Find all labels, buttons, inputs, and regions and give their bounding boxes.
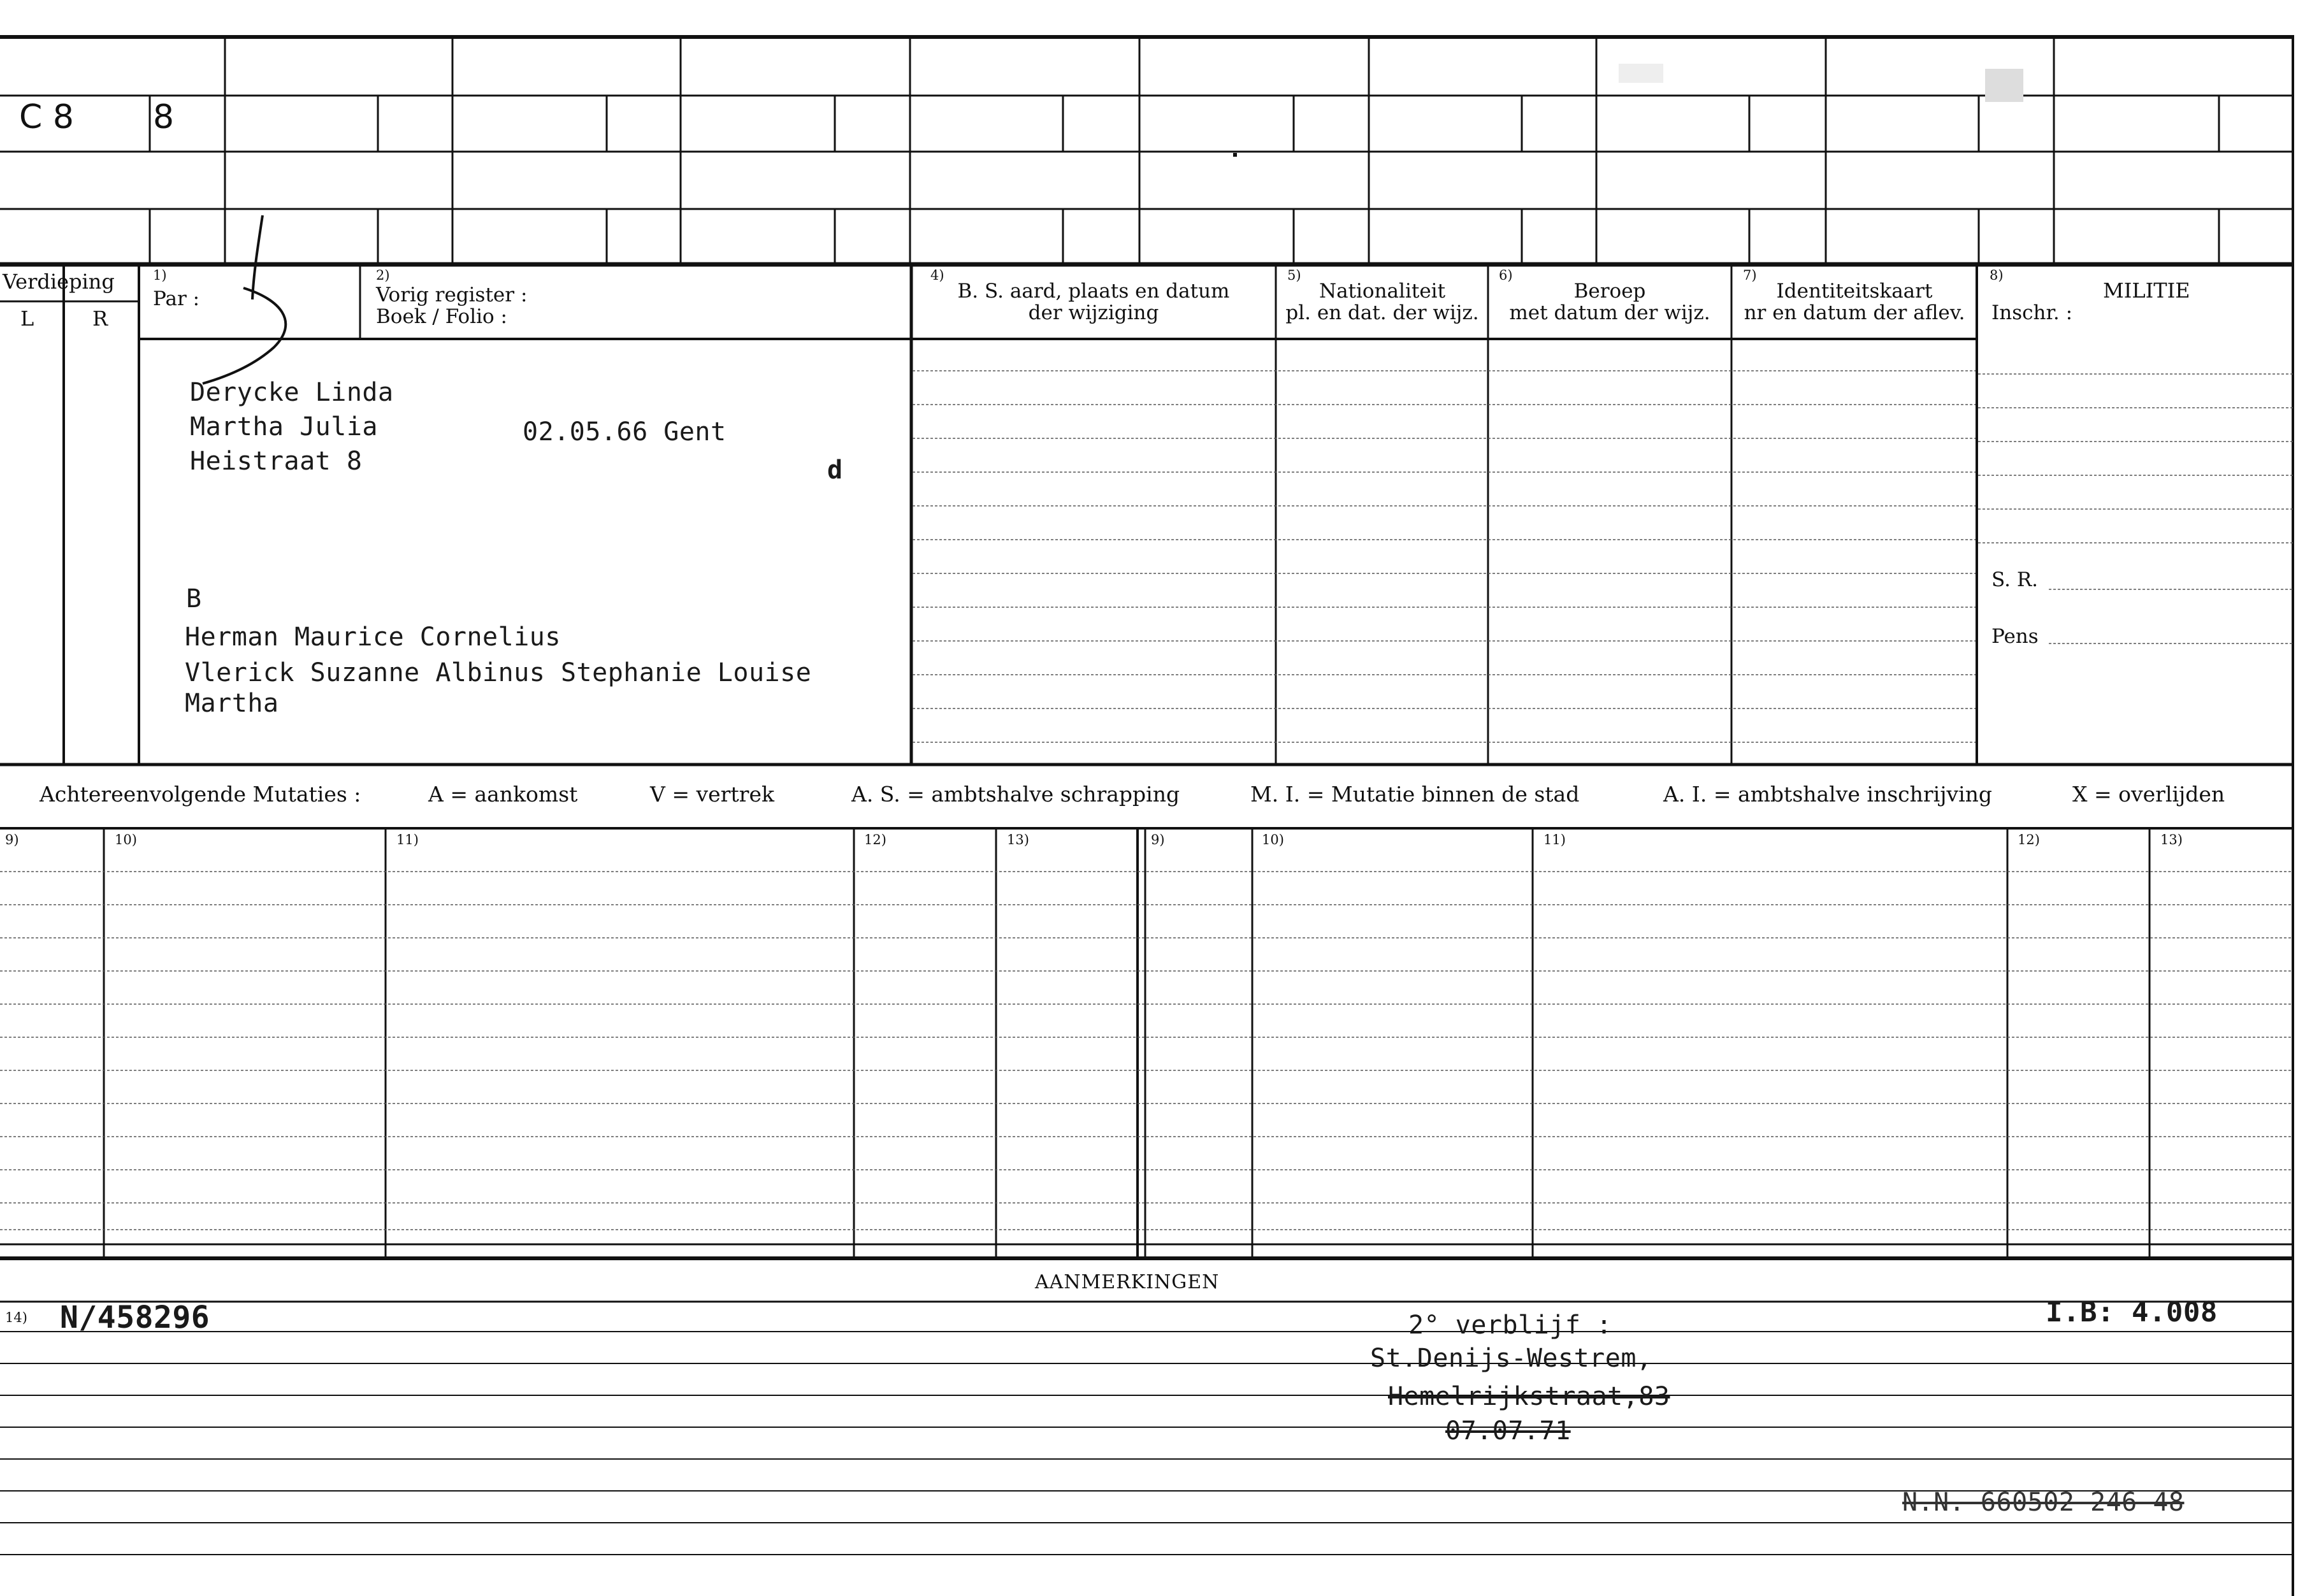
header-beroep-line2: met datum der wijz.: [1509, 301, 1710, 324]
num-8: 8): [1990, 268, 2004, 283]
header-r: R: [92, 306, 108, 331]
header-sr: S. R.: [1991, 568, 2039, 591]
header-beroep: [1489, 280, 1730, 324]
mutaties-title: Achtereenvolgende Mutaties :: [40, 782, 361, 807]
person-sex: d: [827, 456, 843, 485]
header-id-line1: Identiteitskaart: [1776, 280, 1933, 303]
mut-col-13b: 13): [2160, 832, 2183, 847]
person-mother-line2: Martha: [185, 689, 279, 718]
person-mother-line1: Vlerick Suzanne Albinus Stephanie Louise: [185, 658, 812, 687]
mut-col-12b: 12): [2018, 832, 2040, 847]
num-2: 2): [376, 268, 390, 283]
header-bs: [913, 280, 1275, 324]
header-nat-line1: Nationaliteit: [1319, 280, 1446, 303]
header-id-line2: nr en datum der aflev.: [1744, 301, 1965, 324]
mut-col-13: 13): [1007, 832, 1029, 847]
header-boek-folio: Boek / Folio :: [376, 305, 507, 328]
aanmerkingen-ref: N/458296: [60, 1300, 210, 1335]
legend-ambtshalve-inschrijving: A. I. = ambtshalve inschrijving: [1663, 782, 1993, 807]
aanmerkingen-ib: I.B: 4.008: [2046, 1296, 2218, 1328]
legend-mutatie-binnen-stad: M. I. = Mutatie binnen de stad: [1250, 782, 1580, 807]
person-name-line1: Derycke Linda: [190, 378, 394, 407]
header-nationaliteit: [1277, 280, 1487, 324]
num-6: 6): [1499, 268, 1513, 283]
header-nat-line2: pl. en dat. der wijz.: [1285, 301, 1479, 324]
legend-aankomst: A = aankomst: [428, 782, 578, 807]
code-c8: C 8: [19, 98, 74, 136]
num-4: 4): [930, 268, 944, 283]
header-militie: MILITIE: [2103, 278, 2190, 303]
verblijf-line1: 2° verblijf :: [1408, 1311, 1612, 1340]
mut-col-11b: 11): [1543, 832, 1566, 847]
header-vorig-register: Vorig register :: [376, 284, 528, 306]
legend-ambtshalve-schrapping: A. S. = ambtshalve schrapping: [851, 782, 1180, 807]
header-par: Par :: [153, 287, 200, 310]
national-number: N.N. 660502 246 48: [1902, 1488, 2185, 1517]
header-inschr: Inschr. :: [1991, 301, 2073, 324]
header-bs-line1: B. S. aard, plaats en datum: [957, 280, 1230, 303]
person-birth: 02.05.66 Gent: [523, 417, 726, 447]
num-7: 7): [1743, 268, 1757, 283]
num-14: 14): [5, 1310, 27, 1325]
mut-col-9: 9): [5, 832, 19, 847]
num-5: 5): [1287, 268, 1301, 283]
verblijf-line2: St.Denijs-Westrem,: [1370, 1344, 1652, 1373]
person-father: Herman Maurice Cornelius: [185, 622, 561, 652]
handwritten-arrow: [203, 215, 285, 384]
person-marker: B: [186, 584, 202, 614]
aanmerkingen-title: AANMERKINGEN: [1035, 1271, 1220, 1293]
legend-vertrek: V = vertrek: [650, 782, 774, 807]
code-8: 8: [153, 98, 175, 136]
header-verdieping: Verdieping: [3, 270, 115, 294]
header-pens: Pens: [1991, 625, 2039, 648]
person-address: Heistraat 8: [190, 447, 363, 476]
person-name-line2: Martha Julia: [190, 412, 378, 442]
mut-col-11: 11): [396, 832, 419, 847]
header-bs-line2: der wijziging: [1028, 301, 1159, 324]
legend-overlijden: X = overlijden: [2072, 782, 2225, 807]
mut-col-9b: 9): [1151, 832, 1165, 847]
mut-col-12: 12): [864, 832, 886, 847]
header-identiteitskaart: [1733, 280, 1976, 324]
header-l: L: [20, 306, 34, 331]
verblijf-line4: 07.07.71: [1445, 1416, 1571, 1446]
num-1: 1): [153, 268, 167, 283]
mut-col-10b: 10): [1262, 832, 1284, 847]
mut-col-10: 10): [115, 832, 137, 847]
verblijf-line3: Hemelrijkstraat,83: [1388, 1382, 1670, 1411]
header-beroep-line1: Beroep: [1573, 280, 1646, 303]
